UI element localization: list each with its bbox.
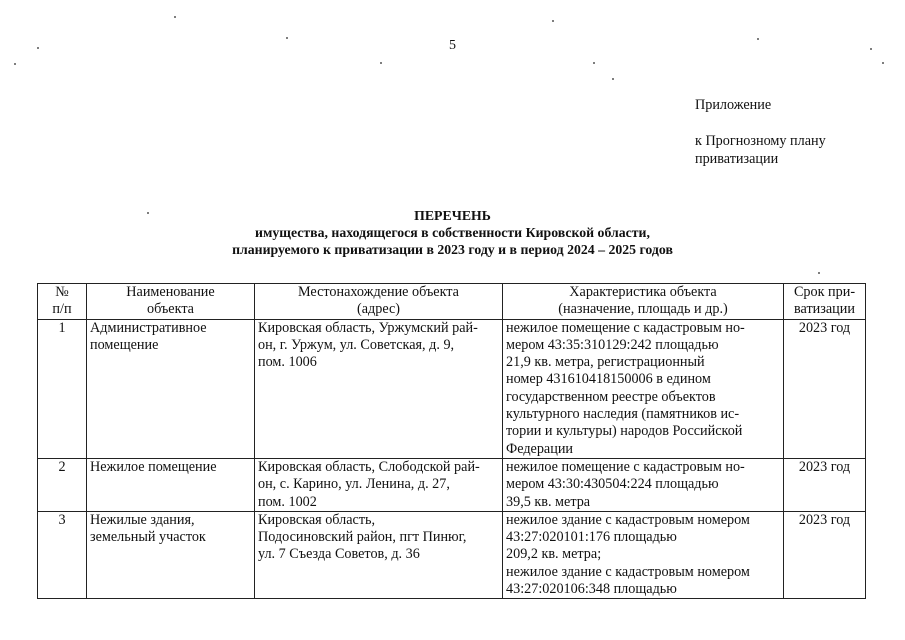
cell-characteristics: нежилое помещение с кадастровым но- мером 43:30:430504:224 площадью 39,5 кв. метра	[503, 458, 784, 511]
title-line: ПЕРЕЧЕНЬ	[414, 208, 491, 223]
appendix-note	[695, 96, 826, 168]
scan-speck	[174, 16, 176, 18]
scan-speck	[818, 272, 820, 274]
cell-num: 1	[38, 319, 87, 458]
title-line: планируемого к приватизации в 2023 году и в период 2024 – 2025 годов	[232, 242, 673, 257]
title-line: имущества, находящегося в собственности Кировской области,	[255, 225, 650, 240]
header-num: № п/п	[38, 284, 87, 320]
table-row	[38, 319, 866, 458]
header-name: Наименование объекта	[87, 284, 255, 320]
cell-location: Кировская область, Подосиновский район, пгт Пинюг, ул. 7 Съезда Советов, д. 36	[255, 511, 503, 598]
cell-num: 2	[38, 458, 87, 511]
table-header-row	[38, 284, 866, 320]
scan-speck	[593, 62, 595, 64]
scan-speck	[612, 78, 614, 80]
scan-speck	[757, 38, 759, 40]
cell-num: 3	[38, 511, 87, 598]
document-title	[0, 207, 905, 258]
table-row	[38, 511, 866, 598]
cell-name: Административное помещение	[87, 319, 255, 458]
property-table	[37, 283, 866, 599]
cell-term: 2023 год	[784, 319, 866, 458]
scan-speck	[37, 47, 39, 49]
page-number: 5	[449, 38, 456, 53]
cell-characteristics: нежилое здание с кадастровым номером 43:27:020101:176 площадью 209,2 кв. метра; нежилое здание с кадастровым номером 43:27:020106:348 площадью	[503, 511, 784, 598]
header-term: Срок при- ватизации	[784, 284, 866, 320]
scan-speck	[286, 37, 288, 39]
scan-speck	[14, 63, 16, 65]
cell-name: Нежилые здания, земельный участок	[87, 511, 255, 598]
appendix-line: приватизации	[695, 151, 779, 167]
scan-speck	[552, 20, 554, 22]
cell-term: 2023 год	[784, 458, 866, 511]
appendix-line: Приложение	[695, 97, 772, 113]
cell-location: Кировская область, Уржумский рай- он, г. Уржум, ул. Советская, д. 9, пом. 1006	[255, 319, 503, 458]
cell-characteristics: нежилое помещение с кадастровым но- мером 43:35:310129:242 площадью 21,9 кв. метра, регистрационный номер 431610418150006 в едином государственном реестре объектов культурного наследия (памятников ис- тории и культуры) народов Российской Федерации	[503, 319, 784, 458]
scan-speck	[882, 62, 884, 64]
scan-speck	[380, 62, 382, 64]
cell-term: 2023 год	[784, 511, 866, 598]
scan-speck	[870, 48, 872, 50]
cell-location: Кировская область, Слободской рай- он, с. Карино, ул. Ленина, д. 27, пом. 1002	[255, 458, 503, 511]
header-location: Местонахождение объекта (адрес)	[255, 284, 503, 320]
header-characteristics: Характеристика объекта (назначение, площадь и др.)	[503, 284, 784, 320]
cell-name: Нежилое помещение	[87, 458, 255, 511]
table-row	[38, 458, 866, 511]
appendix-line: к Прогнозному плану	[695, 133, 826, 149]
